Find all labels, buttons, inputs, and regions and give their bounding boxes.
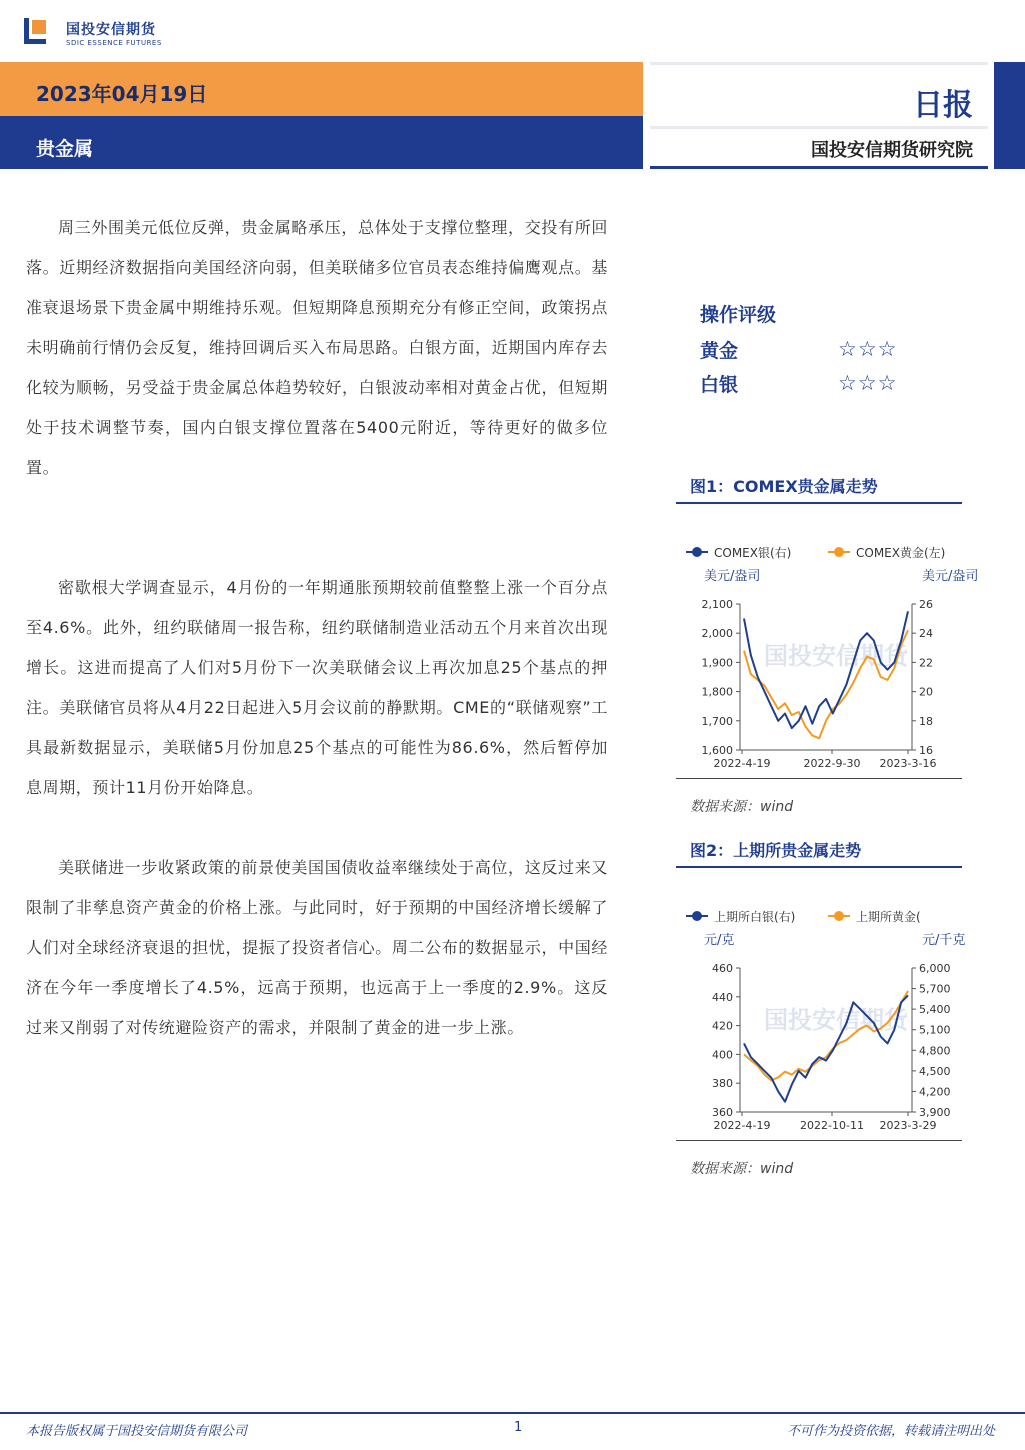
left-axis-unit: 元/克 <box>704 933 735 948</box>
figure-rule <box>676 1140 962 1141</box>
rating-row-silver <box>700 366 960 400</box>
x-tick-label: 2022-10-11 <box>800 1119 864 1132</box>
figure-2-source: 数据来源：wind <box>690 1161 794 1177</box>
legend-marker <box>834 911 844 921</box>
left-tick-label: 1,900 <box>701 656 733 670</box>
right-tick-label: 4,800 <box>919 1044 951 1058</box>
figure-rule <box>676 502 962 504</box>
left-tick-label: 440 <box>712 990 733 1004</box>
star-icon: ☆☆☆ <box>838 371 898 395</box>
rating-box <box>700 300 960 400</box>
right-axis-unit: 元/千克 <box>922 933 966 948</box>
left-tick-label: 360 <box>712 1106 733 1119</box>
rating-title: 操作评级 <box>700 304 777 326</box>
footer-divider <box>0 1412 1025 1414</box>
legend-label: 上期所黄金( <box>856 910 921 924</box>
left-tick-label: 400 <box>712 1048 733 1062</box>
header-divider <box>650 166 988 169</box>
body-paragraph <box>26 848 608 1048</box>
body-paragraph <box>26 568 608 808</box>
right-tick-label: 4,200 <box>919 1085 951 1099</box>
right-tick-label: 18 <box>919 714 933 728</box>
left-tick-label: 1,600 <box>701 744 733 757</box>
watermark-text: 国投安信期货 <box>764 642 908 670</box>
x-tick-label: 2022-4-19 <box>713 757 771 770</box>
left-tick-label: 460 <box>712 962 733 975</box>
institute-name: 国投安信期货研究院 <box>811 140 973 161</box>
left-tick-label: 2,000 <box>701 627 733 641</box>
section-title: 贵金属 <box>36 138 94 160</box>
x-tick-label: 2022-4-19 <box>713 1119 771 1132</box>
right-tick-label: 26 <box>919 598 933 611</box>
figure-rule <box>676 778 962 779</box>
rating-row-gold <box>700 332 960 366</box>
paragraph-text: 美联储进一步收紧政策的前景使美国国债收益率继续处于高位，这反过来又限制了非孳息资产黄金的价格上涨。与此同时，好于预期的中国经济增长缓解了人们对全球经济衰退的担忧，提振了投资者信心。周二公布的数据显示，中国经济在今年一季度增长了4.5%，远高于预期，也远高于上一季度的2.9%。这反过来又削弱了对传统避险资产的需求，并限制了黄金的进一步上涨。 <box>26 858 608 1037</box>
logo-cn-text: 国投安信期货 <box>66 22 156 38</box>
paragraph-text: 周三外围美元低位反弹，贵金属略承压，总体处于支撑位整理，交投有所回落。近期经济数据指向美国经济向弱，但美联储多位官员表态维持偏鹰观点。基准衰退场景下贵金属中期维持乐观。但短期降息预期充分有修正空间，政策拐点未明确前行情仍会反复，维持回调后买入布局思路。白银方面，近期国内库存去化较为顺畅，另受益于贵金属总体趋势较好，白银波动率相对黄金占优，但短期处于技术调整节奏，国内白银支撑位置落在5400元附近，等待更好的做多位置。 <box>26 218 608 477</box>
figure-1-source: 数据来源：wind <box>690 799 794 815</box>
left-tick-label: 2,100 <box>701 598 733 611</box>
right-tick-label: 24 <box>919 627 933 641</box>
legend-label: COMEX银(右) <box>714 546 792 560</box>
section-band <box>0 116 643 169</box>
figure-2-title: 图2：上期所贵金属走势 <box>690 841 862 860</box>
company-logo <box>24 18 162 48</box>
x-tick-label: 2022-9-30 <box>803 757 861 770</box>
logo-en-text: SDIC ESSENCE FUTURES <box>66 39 162 47</box>
body-paragraph <box>26 208 608 488</box>
left-tick-label: 1,700 <box>701 714 733 728</box>
rating-name: 白银 <box>700 373 739 396</box>
legend-marker <box>834 547 844 557</box>
watermark-text: 国投安信期货 <box>764 1006 908 1034</box>
right-tick-label: 22 <box>919 656 933 670</box>
report-type: 日报 <box>913 88 973 123</box>
chart-comex <box>676 530 979 776</box>
header-divider <box>650 126 988 129</box>
left-tick-label: 380 <box>712 1077 733 1091</box>
page-number: 1 <box>514 1420 523 1435</box>
chart-shfe <box>676 894 966 1138</box>
figure-1-title: 图1：COMEX贵金属走势 <box>690 477 878 496</box>
right-tick-label: 20 <box>919 685 933 699</box>
legend-label: 上期所白银(右) <box>714 910 796 924</box>
header-side-block <box>994 62 1025 169</box>
left-tick-label: 420 <box>712 1019 733 1033</box>
left-axis-unit: 美元/盎司 <box>704 569 761 584</box>
figure-rule <box>676 866 962 868</box>
series-line <box>744 991 908 1080</box>
star-icon: ☆☆☆ <box>838 337 898 361</box>
right-tick-label: 3,900 <box>919 1106 951 1119</box>
header-divider <box>650 62 988 65</box>
rating-name: 黄金 <box>700 339 739 362</box>
x-tick-label: 2023-3-16 <box>879 757 937 770</box>
legend-marker <box>692 911 702 921</box>
footer-disclaimer: 不可作为投资依据，转载请注明出处 <box>786 1424 995 1439</box>
right-tick-label: 5,700 <box>919 982 951 996</box>
report-date: 2023年04月19日 <box>36 82 208 106</box>
right-tick-label: 16 <box>919 744 933 757</box>
right-axis-unit: 美元/盎司 <box>922 569 979 584</box>
right-tick-label: 4,500 <box>919 1064 951 1078</box>
x-tick-label: 2023-3-29 <box>879 1119 937 1132</box>
footer-copyright: 本报告版权属于国投安信期货有限公司 <box>26 1424 248 1439</box>
right-tick-label: 5,400 <box>919 1003 951 1017</box>
logo-icon <box>24 18 58 48</box>
right-tick-label: 5,100 <box>919 1023 951 1037</box>
left-tick-label: 1,800 <box>701 685 733 699</box>
legend-label: COMEX黄金(左) <box>856 546 946 560</box>
right-tick-label: 6,000 <box>919 962 951 975</box>
paragraph-text: 密歇根大学调查显示，4月份的一年期通胀预期较前值整整上涨一个百分点至4.6%。此外，纽约联储周一报告称，纽约联储制造业活动五个月来首次出现增长。这进而提高了人们对5月份下一次美联储会议上再次加息25个基点的押注。美联储官员将从4月22日起进入5月会议前的静默期。CME的“联储观察”工具最新数据显示，美联储5月份加息25个基点的可能性为86.6%，然后暂停加息周期，预计11月份开始降息。 <box>26 578 608 797</box>
legend-marker <box>692 547 702 557</box>
